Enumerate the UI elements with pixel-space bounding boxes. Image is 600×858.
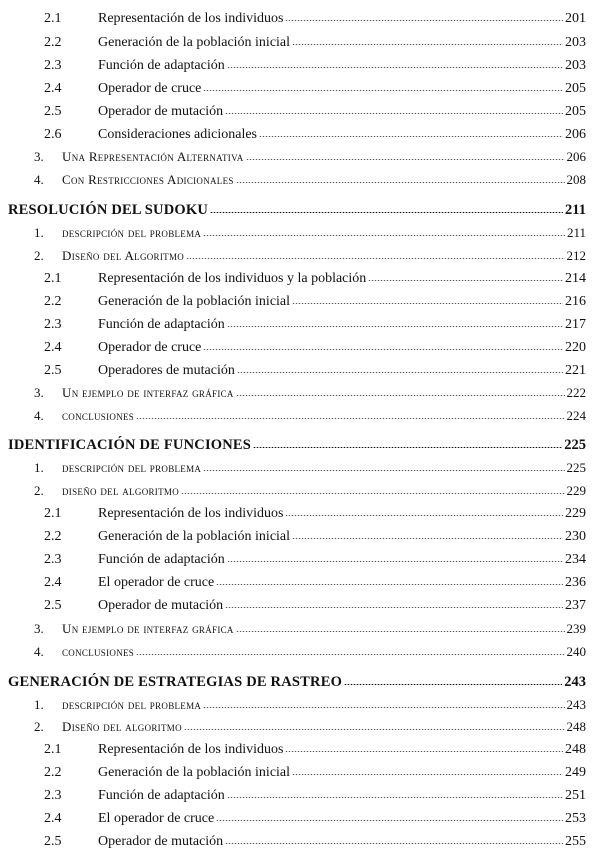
dot-leader [259, 136, 563, 137]
entry-title: Operador de mutación [98, 598, 224, 613]
page-number: 225 [564, 437, 586, 453]
page-number: 248 [565, 742, 586, 757]
toc-entry [0, 835, 600, 849]
page-number: 201 [565, 11, 586, 26]
page-number: 212 [566, 248, 586, 263]
entry-title: GENERACIÓN DE ESTRATEGIAS DE RASTREO [8, 674, 343, 690]
dot-leader [368, 280, 563, 281]
toc-entry [0, 226, 600, 239]
page-number: 255 [565, 834, 586, 849]
dot-leader [203, 90, 563, 91]
dot-leader [216, 584, 563, 585]
entry-number: 1. [34, 460, 44, 475]
page-number: 243 [566, 697, 586, 712]
toc-chapter-entry [0, 438, 600, 453]
entry-number: 1. [34, 697, 44, 712]
page-number: 229 [565, 506, 586, 521]
entry-title: Operador de mutación [98, 104, 224, 119]
entry-title: El operador de cruce [98, 811, 215, 826]
entry-title: Generación de la población inicial [98, 529, 291, 544]
entry-title: Función de adaptación [98, 317, 225, 332]
page-number: 205 [565, 104, 586, 119]
page-number: 222 [566, 385, 586, 400]
toc-entry [0, 12, 600, 26]
page-number: 239 [566, 621, 586, 636]
toc-entry [0, 720, 600, 733]
toc-entry [0, 576, 600, 590]
entry-title: Función de adaptación [98, 552, 225, 567]
entry-number: 2.5 [44, 598, 62, 613]
entry-title: Generación de la población inicial [98, 765, 291, 780]
entry-title: Una Representación Alternativa [62, 149, 244, 164]
dot-leader [184, 729, 565, 730]
toc-entry [0, 173, 600, 186]
entry-number: 2.4 [44, 340, 62, 355]
entry-number: 2.3 [44, 788, 62, 803]
toc-entry [0, 386, 600, 399]
entry-title: diseño del algoritmo [62, 483, 179, 498]
entry-title: Representación de los individuos [98, 11, 284, 26]
toc-entry [0, 364, 600, 378]
entry-title: Operador de mutación [98, 834, 224, 849]
entry-title: IDENTIFICACIÓN DE FUNCIONES [8, 437, 252, 453]
toc-entry [0, 150, 600, 163]
dot-leader [344, 684, 562, 685]
entry-number: 3. [34, 621, 44, 636]
entry-title: Función de adaptación [98, 58, 225, 73]
entry-title: descripción del problema [62, 225, 202, 240]
page-number: 206 [565, 127, 586, 142]
dot-leader [292, 538, 563, 539]
entry-title: Diseño del algoritmo [62, 719, 182, 734]
dot-leader [236, 182, 565, 183]
entry-title: RESOLUCIÓN DEL SUDOKU [8, 202, 208, 218]
page-number: 234 [565, 552, 586, 567]
page-number: 221 [565, 363, 586, 378]
dot-leader [181, 493, 565, 494]
toc-entry [0, 484, 600, 497]
entry-number: 2.2 [44, 35, 62, 50]
toc-chapter-entry [0, 203, 600, 218]
dot-leader [203, 235, 565, 236]
dot-leader [225, 843, 563, 844]
entry-title: Representación de los individuos [98, 742, 284, 757]
entry-number: 3. [34, 149, 44, 164]
entry-title: Función de adaptación [98, 788, 225, 803]
page-number: 217 [565, 317, 586, 332]
entry-title: Generación de la población inicial [98, 294, 291, 309]
entry-number: 2.5 [44, 834, 62, 849]
entry-title: Representación de los individuos [98, 506, 284, 521]
toc-entry [0, 318, 600, 332]
dot-leader [236, 395, 565, 396]
entry-title: El operador de cruce [98, 575, 215, 590]
page-number: 206 [566, 149, 586, 164]
entry-number: 3. [34, 385, 44, 400]
entry-number: 2.2 [44, 529, 62, 544]
dot-leader [227, 561, 563, 562]
dot-leader [225, 113, 563, 114]
dot-leader [216, 820, 563, 821]
dot-leader [285, 515, 563, 516]
page-number: 220 [565, 340, 586, 355]
dot-leader [136, 418, 564, 419]
entry-number: 4. [34, 408, 44, 423]
entry-number: 2.3 [44, 58, 62, 73]
toc-entry [0, 766, 600, 780]
dot-leader [236, 631, 565, 632]
page-number: 236 [565, 575, 586, 590]
entry-title: Un ejemplo de interfaz gráfica [62, 385, 234, 400]
entry-title: Representación de los individuos y la población [98, 271, 367, 286]
dot-leader [237, 372, 563, 373]
page-number: 211 [566, 225, 586, 240]
entry-number: 4. [34, 172, 44, 187]
dot-leader [203, 707, 564, 708]
page-number: 205 [565, 81, 586, 96]
entry-title: Operador de cruce [98, 81, 202, 96]
entry-title: descripción del problema [62, 460, 202, 475]
entry-number: 2.5 [44, 104, 62, 119]
entry-number: 2.4 [44, 81, 62, 96]
toc-entry [0, 812, 600, 826]
dot-leader [292, 303, 563, 304]
toc-entry [0, 59, 600, 73]
toc-entry [0, 36, 600, 50]
page-number: 211 [565, 202, 586, 218]
entry-title: Diseño del Algoritmo [62, 248, 185, 263]
dot-leader [227, 797, 563, 798]
entry-title: Operadores de mutación [98, 363, 235, 378]
dot-leader [246, 159, 565, 160]
toc-entry [0, 553, 600, 567]
toc-entry [0, 461, 600, 474]
toc-entry [0, 105, 600, 119]
entry-number: 2.3 [44, 317, 62, 332]
toc-entry [0, 295, 600, 309]
entry-title: conclusiones [62, 644, 135, 659]
page-number: 253 [565, 811, 586, 826]
page-number: 229 [566, 483, 586, 498]
entry-number: 2.1 [44, 506, 62, 521]
toc-entry [0, 507, 600, 521]
toc-entry [0, 622, 600, 635]
entry-number: 2.4 [44, 811, 62, 826]
toc-entry [0, 743, 600, 757]
dot-leader [227, 67, 563, 68]
page-number: 249 [565, 765, 586, 780]
page-number: 214 [565, 271, 586, 286]
dot-leader [292, 44, 563, 45]
dot-leader [227, 326, 563, 327]
entry-number: 2. [34, 719, 44, 734]
toc-entry [0, 249, 600, 262]
entry-number: 4. [34, 644, 44, 659]
entry-number: 2.6 [44, 127, 62, 142]
dot-leader [225, 607, 563, 608]
toc-entry [0, 645, 600, 658]
entry-number: 2.3 [44, 552, 62, 567]
entry-title: conclusiones [62, 408, 135, 423]
page-number: 243 [564, 674, 586, 690]
page-number: 230 [565, 529, 586, 544]
entry-number: 2.4 [44, 575, 62, 590]
page-number: 251 [565, 788, 586, 803]
toc-chapter-entry [0, 675, 600, 690]
entry-number: 2.1 [44, 742, 62, 757]
toc-entry [0, 341, 600, 355]
dot-leader [285, 751, 563, 752]
entry-number: 2.2 [44, 294, 62, 309]
entry-number: 1. [34, 225, 44, 240]
toc-entry [0, 128, 600, 142]
toc-entry [0, 698, 600, 711]
entry-number: 2.2 [44, 765, 62, 780]
toc-entry [0, 789, 600, 803]
page-number: 237 [565, 598, 586, 613]
entry-number: 2. [34, 483, 44, 498]
entry-number: 2. [34, 248, 44, 263]
toc-entry [0, 530, 600, 544]
toc-entry [0, 409, 600, 422]
dot-leader [285, 20, 563, 21]
entry-title: Operador de cruce [98, 340, 202, 355]
page-number: 225 [566, 460, 586, 475]
dot-leader [253, 447, 562, 448]
entry-number: 2.1 [44, 271, 62, 286]
dot-leader [186, 258, 564, 259]
dot-leader [203, 349, 563, 350]
toc-entry [0, 272, 600, 286]
entry-title: Un ejemplo de interfaz gráfica [62, 621, 234, 636]
page-number: 216 [565, 294, 586, 309]
toc-entry [0, 599, 600, 613]
page-number: 203 [565, 35, 586, 50]
dot-leader [292, 774, 563, 775]
page-number: 224 [566, 408, 586, 423]
page-number: 248 [566, 719, 586, 734]
dot-leader [210, 212, 563, 213]
entry-number: 2.1 [44, 11, 62, 26]
entry-title: Consideraciones adicionales [98, 127, 258, 142]
dot-leader [203, 470, 564, 471]
entry-title: Con Restricciones Adicionales [62, 172, 234, 187]
page-number: 203 [565, 58, 586, 73]
entry-title: descripción del problema [62, 697, 202, 712]
dot-leader [136, 654, 564, 655]
toc-entry [0, 82, 600, 96]
page-number: 208 [566, 172, 586, 187]
entry-title: Generación de la población inicial [98, 35, 291, 50]
page-number: 240 [566, 644, 586, 659]
entry-number: 2.5 [44, 363, 62, 378]
